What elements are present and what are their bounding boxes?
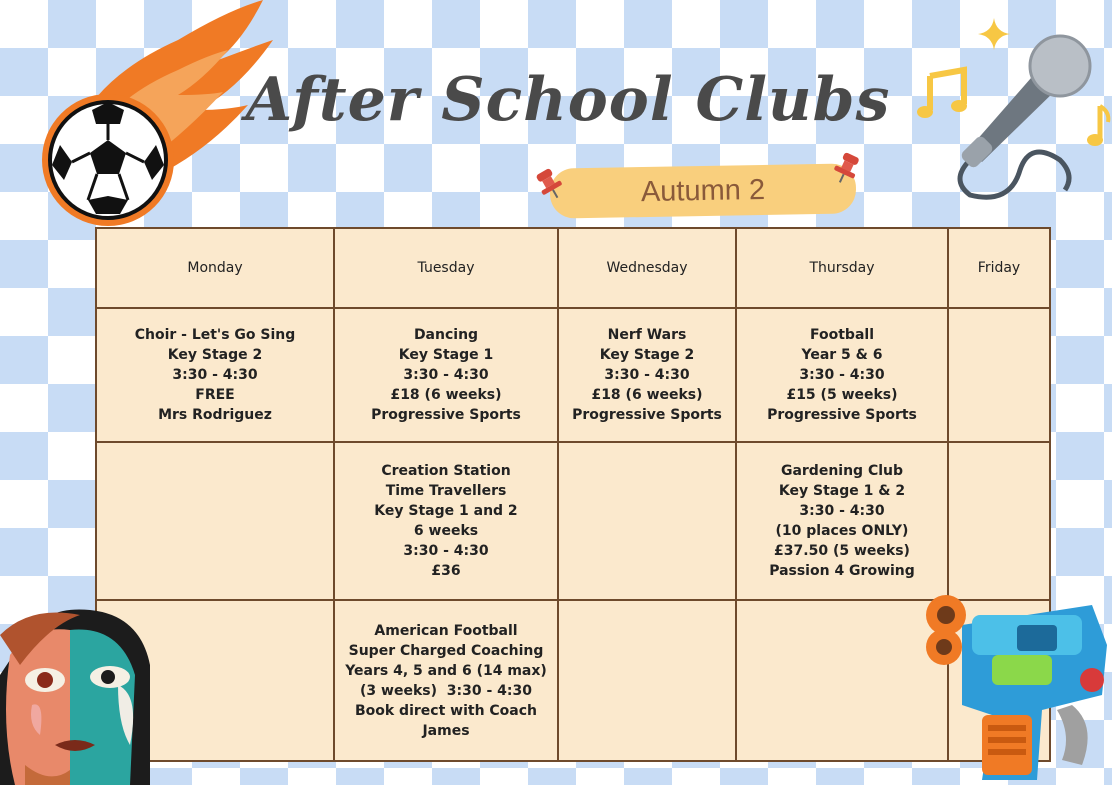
term-label: Autumn 2 <box>640 173 766 208</box>
club-cell <box>558 308 736 442</box>
club-line: 3:30 - 4:30 <box>172 367 258 383</box>
day-header: Tuesday <box>334 228 558 308</box>
club-line: Years 4, 5 and 6 (14 max) <box>345 662 547 679</box>
club-line: 3:30 - 4:30 <box>604 367 690 383</box>
club-line: Gardening Club <box>780 463 904 479</box>
face-illustration <box>0 605 160 785</box>
club-cell <box>334 600 558 761</box>
empty-cell <box>558 600 736 761</box>
club-line: Choir - Let's Go Sing <box>134 327 296 343</box>
empty-cell <box>948 308 1050 442</box>
club-line: Progressive Sports <box>767 407 917 423</box>
club-line: Football <box>810 327 874 343</box>
empty-cell <box>96 442 334 600</box>
club-line: Dancing <box>413 327 479 343</box>
club-line: (10 places ONLY) <box>775 523 909 539</box>
club-line: Key Stage 2 <box>167 347 263 363</box>
club-cell <box>334 308 558 442</box>
club-line: (3 weeks) 3:30 - 4:30 <box>360 682 532 699</box>
club-line: FREE <box>195 387 235 403</box>
club-line: £18 (6 weeks) <box>591 387 703 403</box>
day-header: Wednesday <box>558 228 736 308</box>
club-cell <box>736 308 948 442</box>
club-line: Progressive Sports <box>371 407 521 423</box>
club-line: £15 (5 weeks) <box>786 387 898 403</box>
day-header: Thursday <box>736 228 948 308</box>
club-line: £36 <box>431 563 461 579</box>
club-line: Key Stage 1 <box>398 347 494 363</box>
club-line: Key Stage 2 <box>599 347 695 363</box>
club-line: Progressive Sports <box>572 407 722 423</box>
club-line: Book direct with Coach <box>354 702 538 719</box>
day-header: Friday <box>948 228 1050 308</box>
club-line: 3:30 - 4:30 <box>799 503 885 519</box>
club-line: James <box>422 722 470 739</box>
club-cell <box>736 442 948 600</box>
term-banner <box>550 163 857 218</box>
club-line: 3:30 - 4:30 <box>799 367 885 383</box>
club-line: Key Stage 1 and 2 <box>374 503 518 519</box>
club-line: Creation Station <box>381 463 511 479</box>
club-line: £37.50 (5 weeks) <box>774 543 910 559</box>
toy-blaster-icon <box>922 585 1112 785</box>
club-line: Nerf Wars <box>607 327 687 343</box>
club-line: Passion 4 Growing <box>769 563 915 579</box>
club-cell <box>96 308 334 442</box>
club-line: Super Charged Coaching <box>348 642 544 659</box>
club-line: 3:30 - 4:30 <box>403 543 489 559</box>
page-title: After School Clubs <box>245 65 891 135</box>
club-line: £18 (6 weeks) <box>390 387 502 403</box>
club-line: Mrs Rodriguez <box>158 407 272 423</box>
table-row <box>96 442 1050 600</box>
day-header: Monday <box>96 228 334 308</box>
club-line: American Football <box>374 622 518 639</box>
empty-cell <box>948 442 1050 600</box>
table-row <box>96 600 1050 761</box>
empty-cell <box>558 442 736 600</box>
table-row <box>96 308 1050 442</box>
club-line: Key Stage 1 & 2 <box>778 483 906 499</box>
club-line: 3:30 - 4:30 <box>403 367 489 383</box>
club-line: 6 weeks <box>413 523 479 539</box>
empty-cell <box>736 600 948 761</box>
header-row <box>96 228 1050 308</box>
club-cell <box>334 442 558 600</box>
club-line: Time Travellers <box>385 483 507 499</box>
club-schedule-table <box>95 227 1051 762</box>
microphone-icon <box>950 30 1100 210</box>
club-line: Year 5 & 6 <box>801 347 883 363</box>
